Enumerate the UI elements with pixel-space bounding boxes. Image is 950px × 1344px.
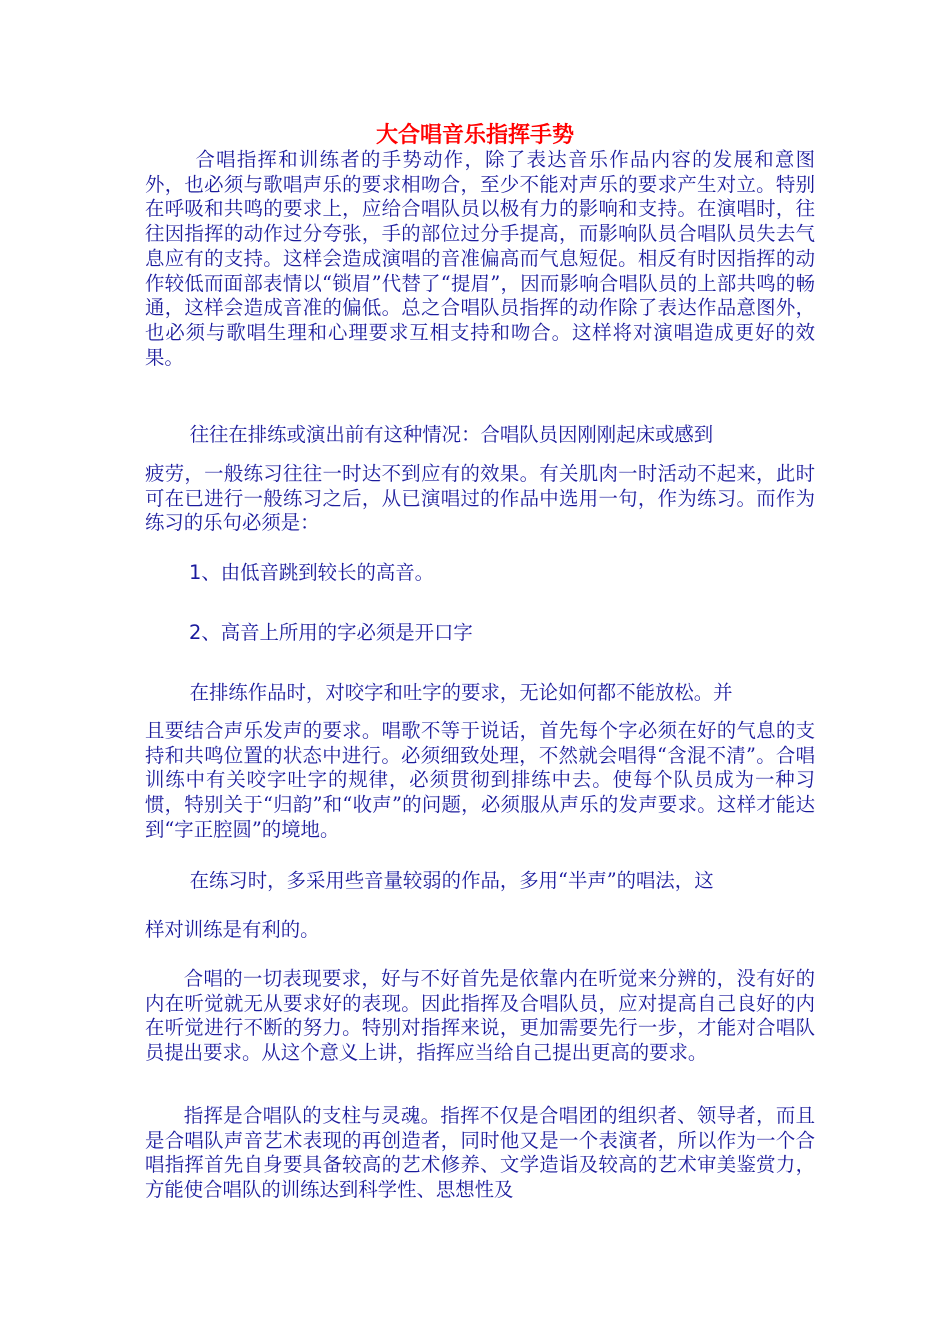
paragraph-4-line-1: 在练习时，多采用些音量较弱的作品，多用“半声”的唱法，这 (189, 869, 714, 892)
paragraph-6: 指挥是合唱队的支柱与灵魂。指挥不仅是合唱团的组织者、领导者，而且是合唱队声音艺术表现的再创造者，同时他又是一个表演者，所以作为一个合唱指挥首先自身要具备较高的艺术修养、文学造诣及较高的艺术审美鉴赏力，方能使合唱队的训练达到科学性、思想性及 (145, 1104, 815, 1202)
list-item-2: 2、高音上所用的字必须是开口字 (189, 621, 473, 644)
paragraph-1: 合唱指挥和训练者的手势动作，除了表达音乐作品内容的发展和意图外，也必须与歌唱声乐的要求相吻合，至少不能对声乐的要求产生对立。特别在呼吸和共鸣的要求上，应给合唱队员以极有力的影响和支持。在演唱时，往往因指挥的动作过分夸张，手的部位过分手提高，而影响队员合唱队员失去气息应有的支持。这样会造成演唱的音准偏高而气息短促。相反有时因指挥的动作较低而面部表情以“锁眉”代替了“提眉”，因而影响合唱队员的上部共鸣的畅通，这样会造成音准的偏低。总之合唱队员指挥的动作除了表达作品意图外，也必须与歌唱生理和心理要求互相支持和吻合。这样将对演唱造成更好的效果。 (145, 148, 815, 369)
list-item-1: 1、由低音跳到较长的高音。 (189, 561, 435, 584)
paragraph-4-body: 样对训练是有利的。 (145, 918, 320, 941)
paragraph-2-line-1: 往往在排练或演出前有这种情况：合唱队员因刚刚起床或感到 (189, 423, 714, 446)
paragraph-2-body: 疲劳，一般练习往往一时达不到应有的效果。有关肌肉一时活动不起来，此时可在已进行一般练习之后，从已演唱过的作品中选用一句，作为练习。而作为练习的乐句必须是： (145, 462, 815, 535)
paragraph-5: 合唱的一切表现要求，好与不好首先是依靠内在听觉来分辨的，没有好的内在听觉就无从要求好的表现。因此指挥及合唱队员，应对提高自己良好的内在听觉进行不断的努力。特别对指挥来说，更加需要先行一步，才能对合唱队员提出要求。从这个意义上讲，指挥应当给自己提出更高的要求。 (145, 967, 815, 1065)
paragraph-3-body: 且要结合声乐发声的要求。唱歌不等于说话，首先每个字必须在好的气息的支持和共鸣位置的状态中进行。必须细致处理，不然就会唱得“含混不清”。合唱训练中有关咬字吐字的规律，必须贯彻到排练中去。使每个队员成为一种习惯，特别关于“归韵”和“收声”的问题，必须服从声乐的发声要求。这样才能达到“字正腔圆”的境地。 (145, 719, 815, 841)
paragraph-3-line-1: 在排练作品时，对咬字和吐字的要求，无论如何都不能放松。并 (189, 681, 733, 704)
document-title: 大合唱音乐指挥手势 (375, 123, 574, 148)
